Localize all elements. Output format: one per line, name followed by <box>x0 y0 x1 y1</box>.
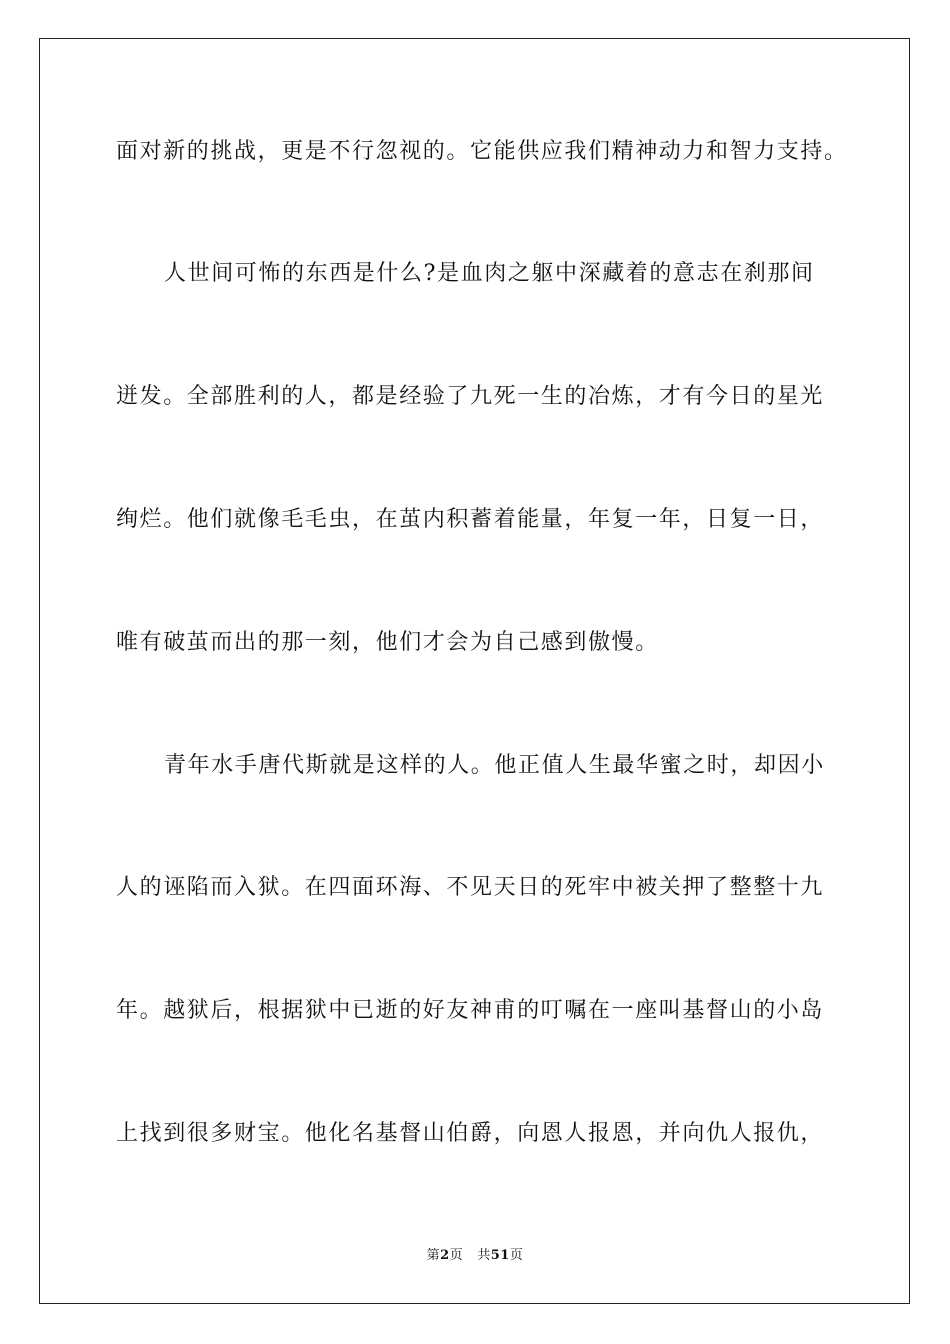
text-line-3: 迸发。全部胜利的人，都是经验了九死一生的冶炼，才有今日的星光 <box>116 384 825 409</box>
total-prefix: 共 <box>477 1248 491 1263</box>
page-border <box>39 38 910 1304</box>
page-number: 2 <box>440 1248 450 1263</box>
total-suffix: 页 <box>509 1248 524 1263</box>
page-footer <box>0 1246 950 1266</box>
page-prefix: 第 <box>426 1248 441 1263</box>
total-pages: 51 <box>490 1248 510 1263</box>
text-line-8: 年。越狱后，根据狱中已逝的好友神甫的叮嘱在一座叫基督山的小岛 <box>116 998 825 1023</box>
text-line-5: 唯有破茧而出的那一刻，他们才会为自己感到傲慢。 <box>116 630 659 655</box>
text-line-6: 青年水手唐代斯就是这样的人。他正值人生最华蜜之时，却因小 <box>164 753 825 778</box>
text-line-7: 人的诬陷而入狱。在四面环海、不见天日的死牢中被关押了整整十九 <box>116 875 825 900</box>
text-line-9: 上找到很多财宝。他化名基督山伯爵，向恩人报恩，并向仇人报仇， <box>116 1121 825 1146</box>
page-suffix: 页 <box>449 1248 464 1263</box>
text-line-4: 绚烂。他们就像毛毛虫，在茧内积蓄着能量，年复一年，日复一日， <box>116 507 825 532</box>
text-line-2: 人世间可怖的东西是什么?是血肉之躯中深藏着的意志在刹那间 <box>164 261 815 286</box>
text-line-1: 面对新的挑战，更是不行忽视的。它能供应我们精神动力和智力支持。 <box>116 139 848 164</box>
